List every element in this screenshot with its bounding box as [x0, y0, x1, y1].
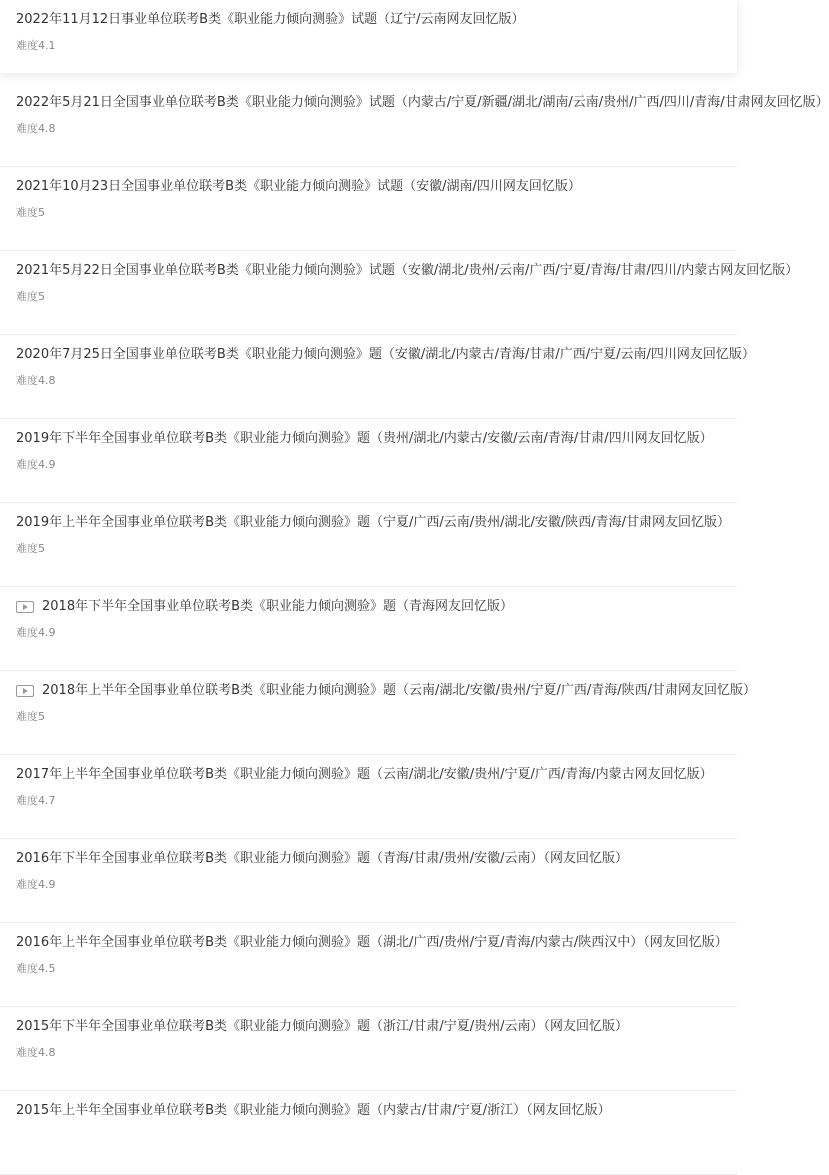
exam-title[interactable]: 2017年上半年全国事业单位联考B类《职业能力倾向测验》题（云南/湖北/安徽/贵州/宁夏/广西/青海/内蒙古网友回忆版）	[16, 767, 713, 782]
exam-title[interactable]: 2019年下半年全国事业单位联考B类《职业能力倾向测验》题（贵州/湖北/内蒙古/安徽/云南/青海/甘肃/四川网友回忆版）	[16, 431, 713, 446]
list-item[interactable]	[0, 755, 737, 839]
exam-title[interactable]: 2016年上半年全国事业单位联考B类《职业能力倾向测验》题（湖北/广西/贵州/宁夏/青海/内蒙古/陕西汉中）（网友回忆版）	[16, 935, 728, 950]
exam-title[interactable]: 2022年11月12日事业单位联考B类《职业能力倾向测验》试题（辽宁/云南网友回忆版）	[16, 12, 525, 27]
difficulty-rating: 难度4.7	[16, 794, 56, 807]
difficulty-rating: 难度4.9	[16, 878, 56, 891]
exam-title[interactable]: 2021年5月22日全国事业单位联考B类《职业能力倾向测验》试题（安徽/湖北/贵州/云南/广西/宁夏/青海/甘肃/四川/内蒙古网友回忆版）	[16, 263, 799, 278]
difficulty-rating: 难度4.8	[16, 122, 56, 135]
list-item[interactable]	[0, 1007, 737, 1091]
difficulty-rating: 难度5	[16, 206, 45, 219]
difficulty-rating: 难度4.9	[16, 458, 56, 471]
video-icon	[16, 601, 34, 613]
difficulty-rating: 难度5	[16, 710, 45, 723]
list-item[interactable]	[0, 839, 737, 923]
list-item[interactable]	[0, 671, 757, 755]
exam-title[interactable]: 2022年5月21日全国事业单位联考B类《职业能力倾向测验》试题（内蒙古/宁夏/新疆/湖北/湖南/云南/贵州/广西/四川/青海/甘肃网友回忆版）	[16, 95, 829, 110]
difficulty-rating: 难度5	[16, 290, 45, 303]
list-item[interactable]	[0, 167, 737, 251]
list-item[interactable]	[0, 83, 829, 167]
difficulty-rating: 难度5	[16, 542, 45, 555]
list-item[interactable]	[0, 0, 737, 73]
exam-title[interactable]: 2016年下半年全国事业单位联考B类《职业能力倾向测验》题（青海/甘肃/贵州/安徽/云南）（网友回忆版）	[16, 851, 629, 866]
list-item[interactable]	[0, 923, 737, 1007]
difficulty-rating: 难度4.5	[16, 962, 56, 975]
exam-title[interactable]: 2015年下半年全国事业单位联考B类《职业能力倾向测验》题（浙江/甘肃/宁夏/贵州/云南）（网友回忆版）	[16, 1019, 629, 1034]
list-item[interactable]	[0, 335, 755, 419]
difficulty-rating: 难度4.8	[16, 374, 56, 387]
list-item[interactable]	[0, 1091, 737, 1175]
list-item[interactable]	[0, 251, 799, 335]
exam-title[interactable]: 2019年上半年全国事业单位联考B类《职业能力倾向测验》题（宁夏/广西/云南/贵州/湖北/安徽/陕西/青海/甘肃网友回忆版）	[16, 515, 731, 530]
exam-title[interactable]: 2015年上半年全国事业单位联考B类《职业能力倾向测验》题（内蒙古/甘肃/宁夏/浙江）（网友回忆版）	[16, 1103, 611, 1118]
exam-title[interactable]: 2018年上半年全国事业单位联考B类《职业能力倾向测验》题（云南/湖北/安徽/贵州/宁夏/广西/青海/陕西/甘肃网友回忆版）	[42, 683, 757, 698]
list-item[interactable]	[0, 503, 737, 587]
exam-title[interactable]: 2020年7月25日全国事业单位联考B类《职业能力倾向测验》题（安徽/湖北/内蒙古/青海/甘肃/广西/宁夏/云南/四川网友回忆版）	[16, 347, 755, 362]
difficulty-rating: 难度4.1	[16, 39, 56, 52]
list-item[interactable]	[0, 587, 737, 671]
list-item[interactable]	[0, 419, 737, 503]
video-icon	[16, 685, 34, 697]
difficulty-rating: 难度4.9	[16, 626, 56, 639]
exam-title[interactable]: 2018年下半年全国事业单位联考B类《职业能力倾向测验》题（青海网友回忆版）	[42, 599, 514, 614]
exam-title[interactable]: 2021年10月23日全国事业单位联考B类《职业能力倾向测验》试题（安徽/湖南/四川网友回忆版）	[16, 179, 581, 194]
difficulty-rating: 难度4.8	[16, 1046, 56, 1059]
